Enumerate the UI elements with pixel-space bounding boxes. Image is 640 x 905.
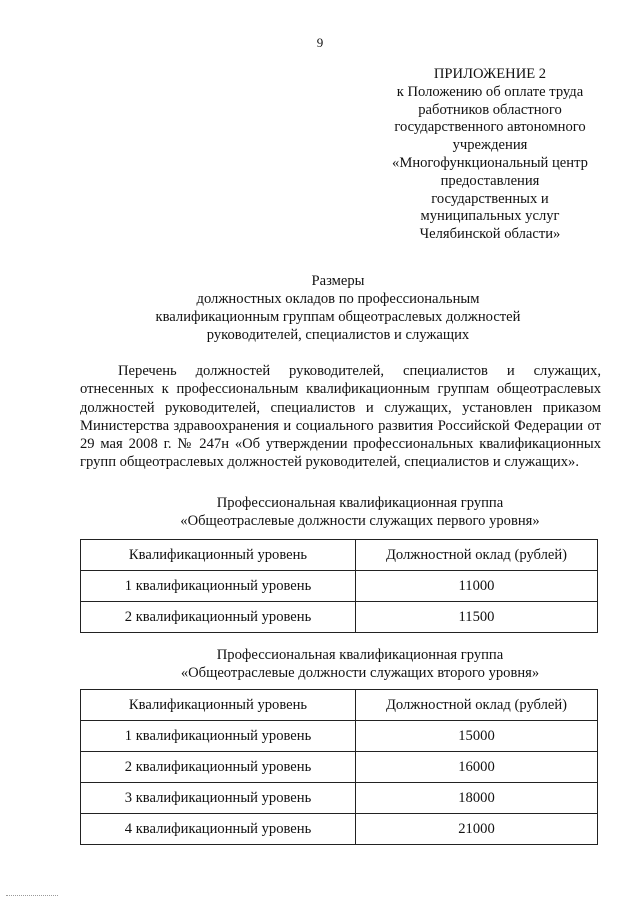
- title-line: Размеры: [311, 273, 365, 289]
- appendix-line: муниципальных услуг: [420, 208, 560, 225]
- intro-text: Перечень должностей руководителей, специалистов и служащих, отнесенных к профессиональным квалификационным группам общеотраслевых должностей руководителей, специалистов и служащих, установлен приказом Министерства здравоохранения и социального развития Российской Федерации от 29 мая 2008 г. № 247н «Об утверждении профессиональных квалификационных групп общеотраслевых должностей руководителей, специалистов и служащих».: [80, 363, 601, 471]
- group1-title-line2: «Общеотраслевые должности служащих первого уровня»: [180, 513, 540, 529]
- appendix-line: ПРИЛОЖЕНИЕ 2: [433, 66, 547, 82]
- title-line: руководителей, специалистов и служащих: [206, 327, 470, 343]
- salary-cell: 18000: [356, 783, 598, 814]
- group2-title-line1: Профессиональная квалификационная группа: [216, 647, 504, 663]
- level-cell: 3 квалификационный уровень: [81, 783, 356, 814]
- document-title: [60, 272, 616, 344]
- group2-salary-table: [80, 689, 598, 845]
- page-number: 9: [316, 35, 324, 50]
- level-cell: 1 квалификационный уровень: [81, 721, 356, 752]
- column-header-level: Квалификационный уровень: [81, 540, 356, 571]
- group1-title-line1: Профессиональная квалификационная группа: [216, 495, 504, 511]
- salary-cell: 11000: [356, 571, 598, 602]
- group1-salary-table: [80, 539, 598, 633]
- title-line: квалификационным группам общеотраслевых должностей: [155, 309, 521, 325]
- group2-title-line2: «Общеотраслевые должности служащих второго уровня»: [180, 665, 540, 681]
- table-row: [81, 814, 598, 845]
- column-header-salary: Должностной оклад (рублей): [356, 540, 598, 571]
- level-cell: 1 квалификационный уровень: [81, 571, 356, 602]
- group2-title: [60, 646, 640, 682]
- table-row: [81, 783, 598, 814]
- table-row: [81, 602, 598, 633]
- salary-cell: 11500: [356, 602, 598, 633]
- appendix-header: [372, 66, 608, 244]
- appendix-line: предоставления: [440, 172, 540, 189]
- level-cell: 4 квалификационный уровень: [81, 814, 356, 845]
- level-cell: 2 квалификационный уровень: [81, 752, 356, 783]
- table-row: [81, 752, 598, 783]
- appendix-line: государственных и: [431, 190, 549, 207]
- table-row: [81, 721, 598, 752]
- table-header-row: [81, 690, 598, 721]
- scan-artifact-divider: [6, 895, 58, 896]
- appendix-line: к Положению об оплате труда: [396, 83, 584, 100]
- title-line: должностных окладов по профессиональным: [196, 291, 480, 307]
- appendix-line: работников областного: [418, 101, 562, 118]
- appendix-line: «Многофункциональный центр: [392, 154, 588, 171]
- appendix-line: учреждения: [452, 137, 528, 154]
- intro-paragraph: [80, 362, 601, 472]
- level-cell: 2 квалификационный уровень: [81, 602, 356, 633]
- salary-cell: 16000: [356, 752, 598, 783]
- appendix-line: государственного автономного: [394, 119, 586, 136]
- table-header-row: [81, 540, 598, 571]
- column-header-level: Квалификационный уровень: [81, 690, 356, 721]
- salary-cell: 21000: [356, 814, 598, 845]
- table-row: [81, 571, 598, 602]
- salary-cell: 15000: [356, 721, 598, 752]
- appendix-line: Челябинской области»: [419, 226, 561, 243]
- group1-title: [60, 494, 640, 530]
- column-header-salary: Должностной оклад (рублей): [356, 690, 598, 721]
